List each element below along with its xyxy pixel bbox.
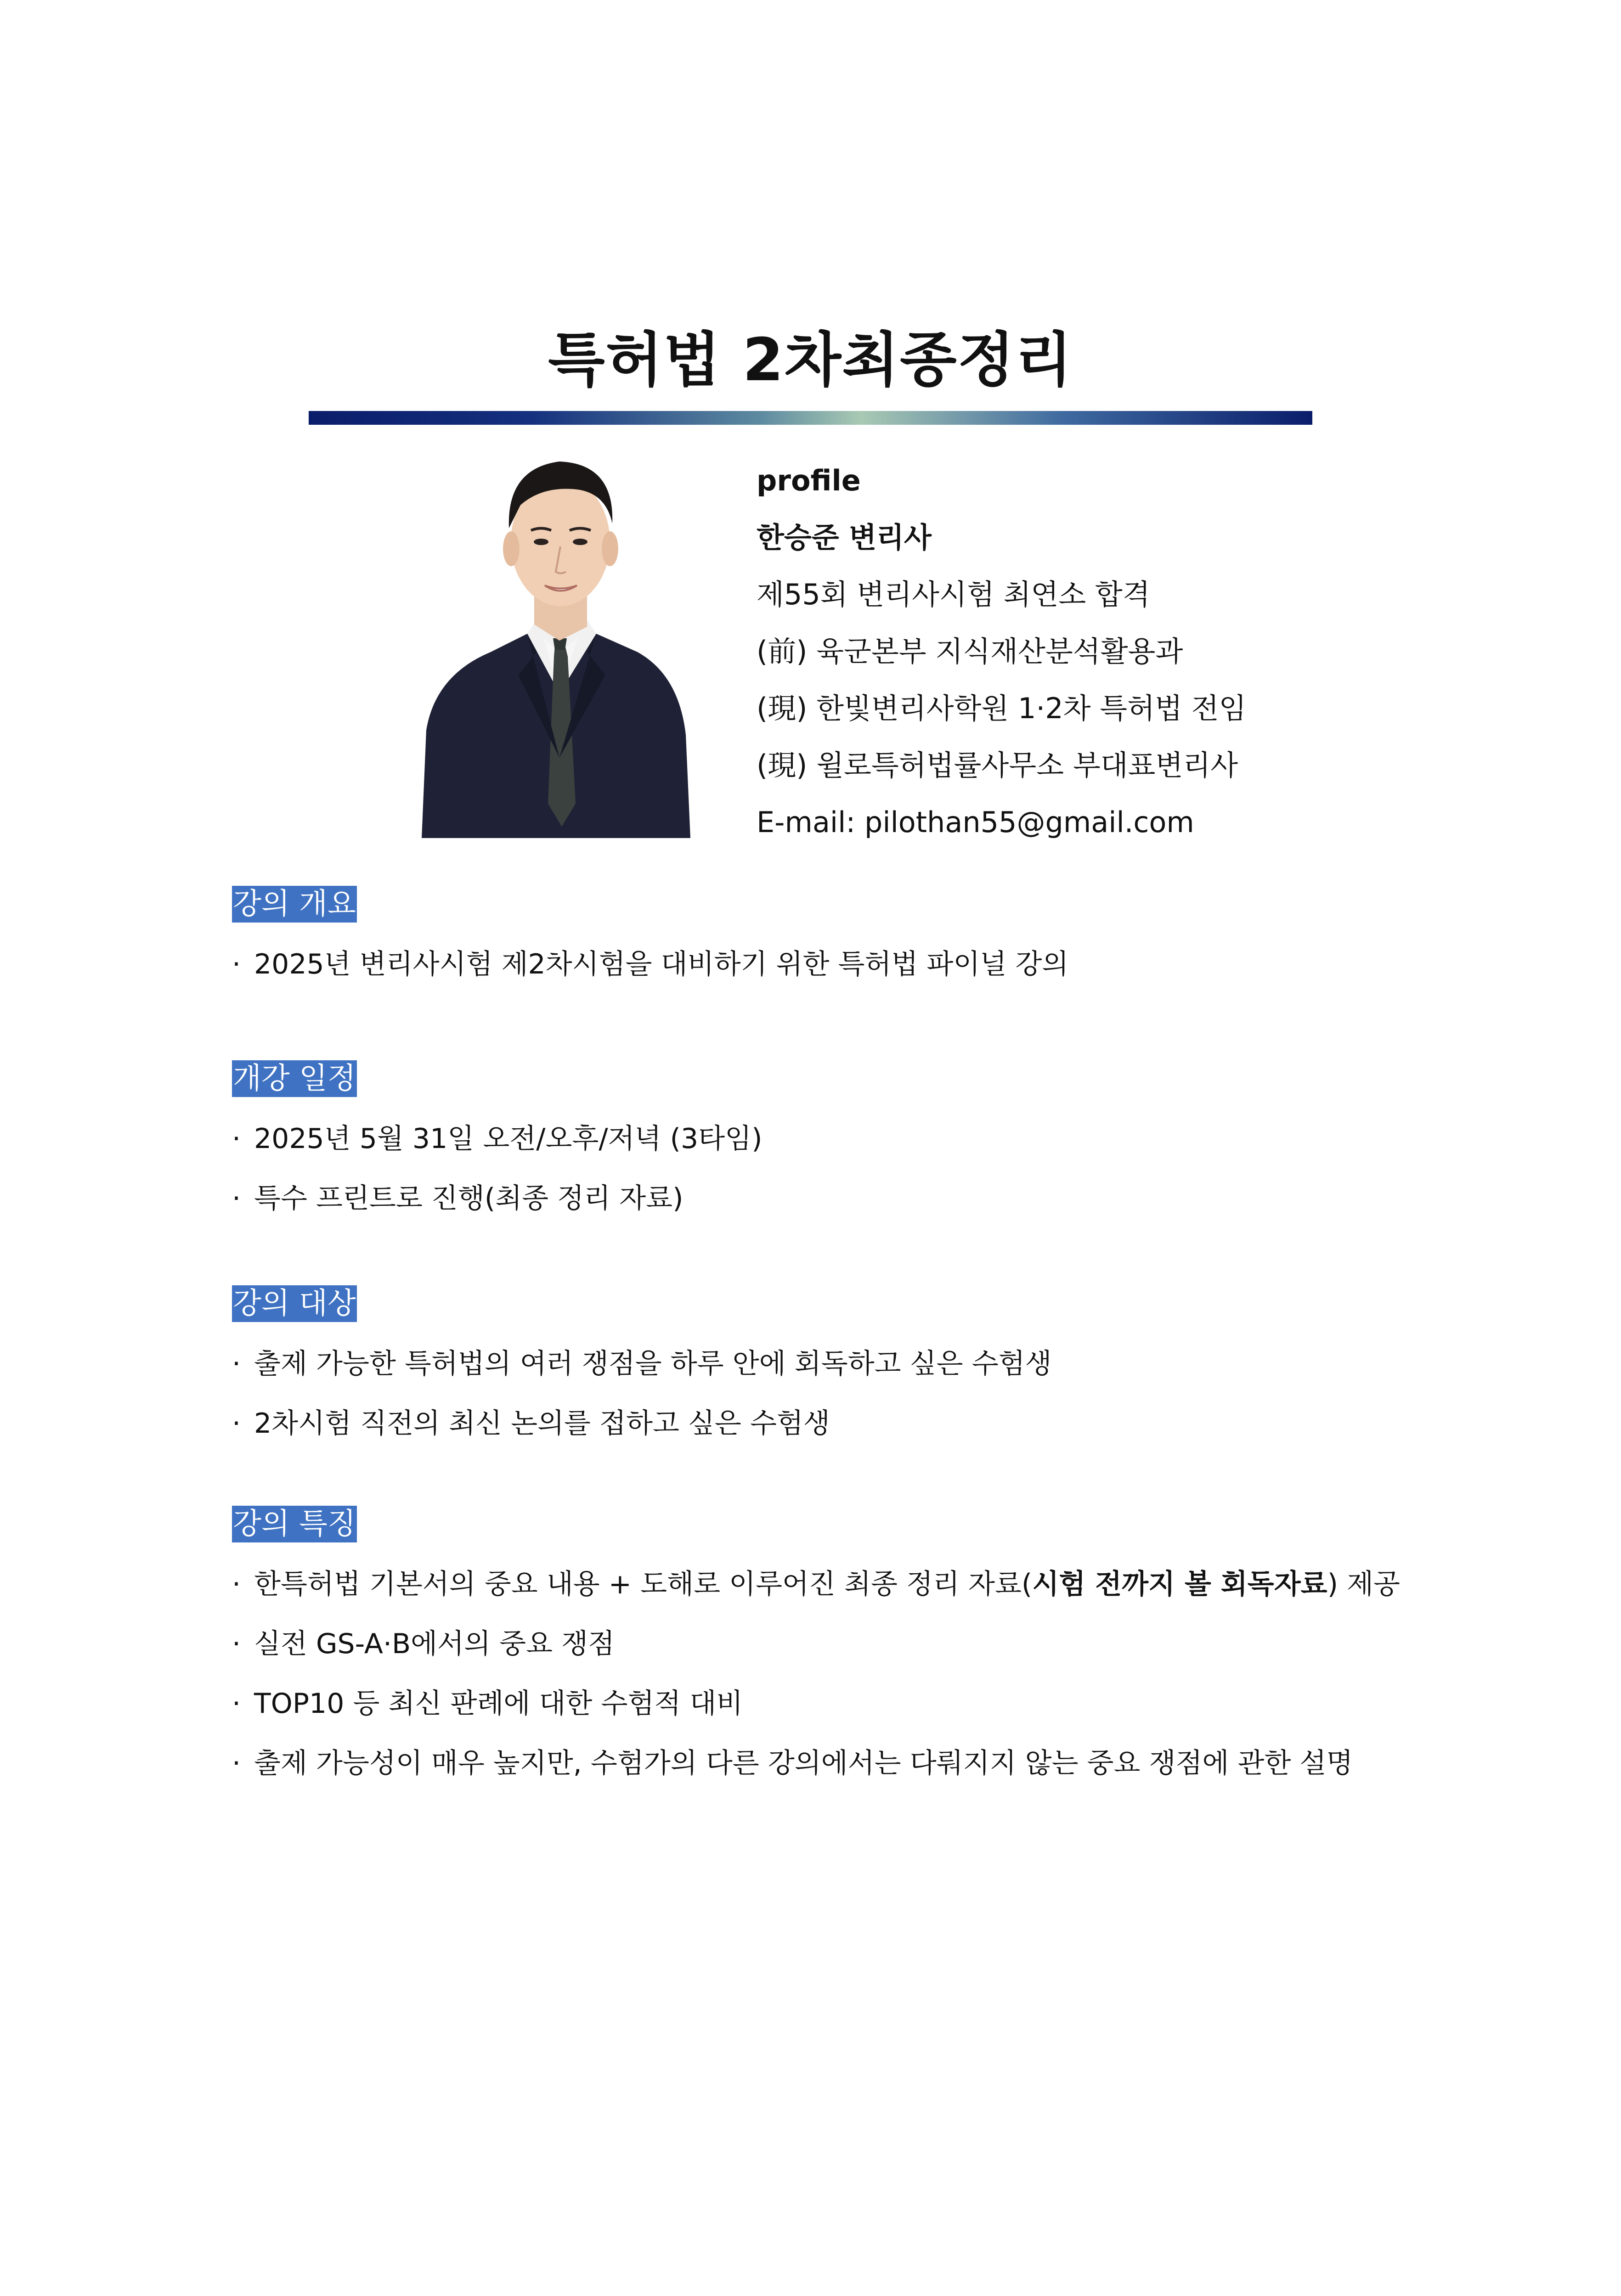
profile-line: 제55회 변리사시험 최연소 합격 — [757, 578, 1150, 611]
bullet-dot: · — [232, 1182, 241, 1215]
list-item: · 2025년 5월 31일 오전/오후/저녁 (3타임) — [232, 1109, 762, 1169]
section-overview — [232, 875, 1068, 994]
list-item: · 출제 가능한 특허법의 여러 쟁점을 하루 안에 회독하고 싶은 수험생 — [232, 1334, 1052, 1394]
section-heading: 개강 일정 — [232, 1060, 357, 1097]
bullet-dot: · — [232, 1123, 241, 1155]
profile-line: (前) 육군본부 지식재산분석활용과 — [757, 635, 1183, 668]
profile-email: E-mail: pilothan55@gmail.com — [757, 805, 1194, 839]
list-item: · 실전 GS-A·B에서의 중요 쟁점 — [232, 1614, 1400, 1674]
profile-line: (現) 한빛변리사학원 1·2차 특허법 전임 — [757, 692, 1247, 725]
emphasis-text: 시험 전까지 볼 회독자료 — [1032, 1568, 1327, 1600]
section-schedule — [232, 1049, 762, 1228]
list-item: · 2차시험 직전의 최신 논의를 접하고 싶은 수험생 — [232, 1394, 1052, 1453]
profile-photo — [422, 436, 690, 838]
list-item: · 한특허법 기본서의 중요 내용 + 도해로 이루어진 최종 정리 자료(시험 전까지 볼 회독자료) 제공 — [232, 1554, 1400, 1614]
bullet-dot: · — [232, 1747, 241, 1779]
profile-line: (現) 윌로특허법률사무소 부대표변리사 — [757, 748, 1238, 782]
list-item: · 2025년 변리사시험 제2차시험을 대비하기 위한 특허법 파이널 강의 — [232, 934, 1068, 994]
profile-label: profile — [757, 464, 861, 497]
list-item: · TOP10 등 최신 판례에 대한 수험적 대비 — [232, 1674, 1400, 1733]
title-underline-bar — [309, 411, 1312, 425]
section-heading: 강의 특징 — [232, 1506, 357, 1542]
bullet-dot: · — [232, 948, 241, 980]
list-item: · 출제 가능성이 매우 높지만, 수험가의 다른 강의에서는 다뤄지지 않는 중요 쟁점에 관한 설명 — [232, 1733, 1400, 1793]
section-audience — [232, 1274, 1052, 1453]
section-heading: 강의 대상 — [232, 1285, 357, 1322]
bullet-dot: · — [232, 1568, 241, 1600]
list-item: · 특수 프린트로 진행(최종 정리 자료) — [232, 1169, 762, 1228]
section-features — [232, 1495, 1400, 1793]
section-heading: 강의 개요 — [232, 886, 357, 923]
bullet-dot: · — [232, 1628, 241, 1660]
bullet-dot: · — [232, 1688, 241, 1720]
page-title: 특허법 2차최종정리 — [548, 326, 1073, 394]
profile-block — [757, 452, 1246, 851]
bullet-dot: · — [232, 1407, 241, 1440]
profile-name: 한승준 변리사 — [757, 521, 932, 554]
bullet-dot: · — [232, 1348, 241, 1380]
